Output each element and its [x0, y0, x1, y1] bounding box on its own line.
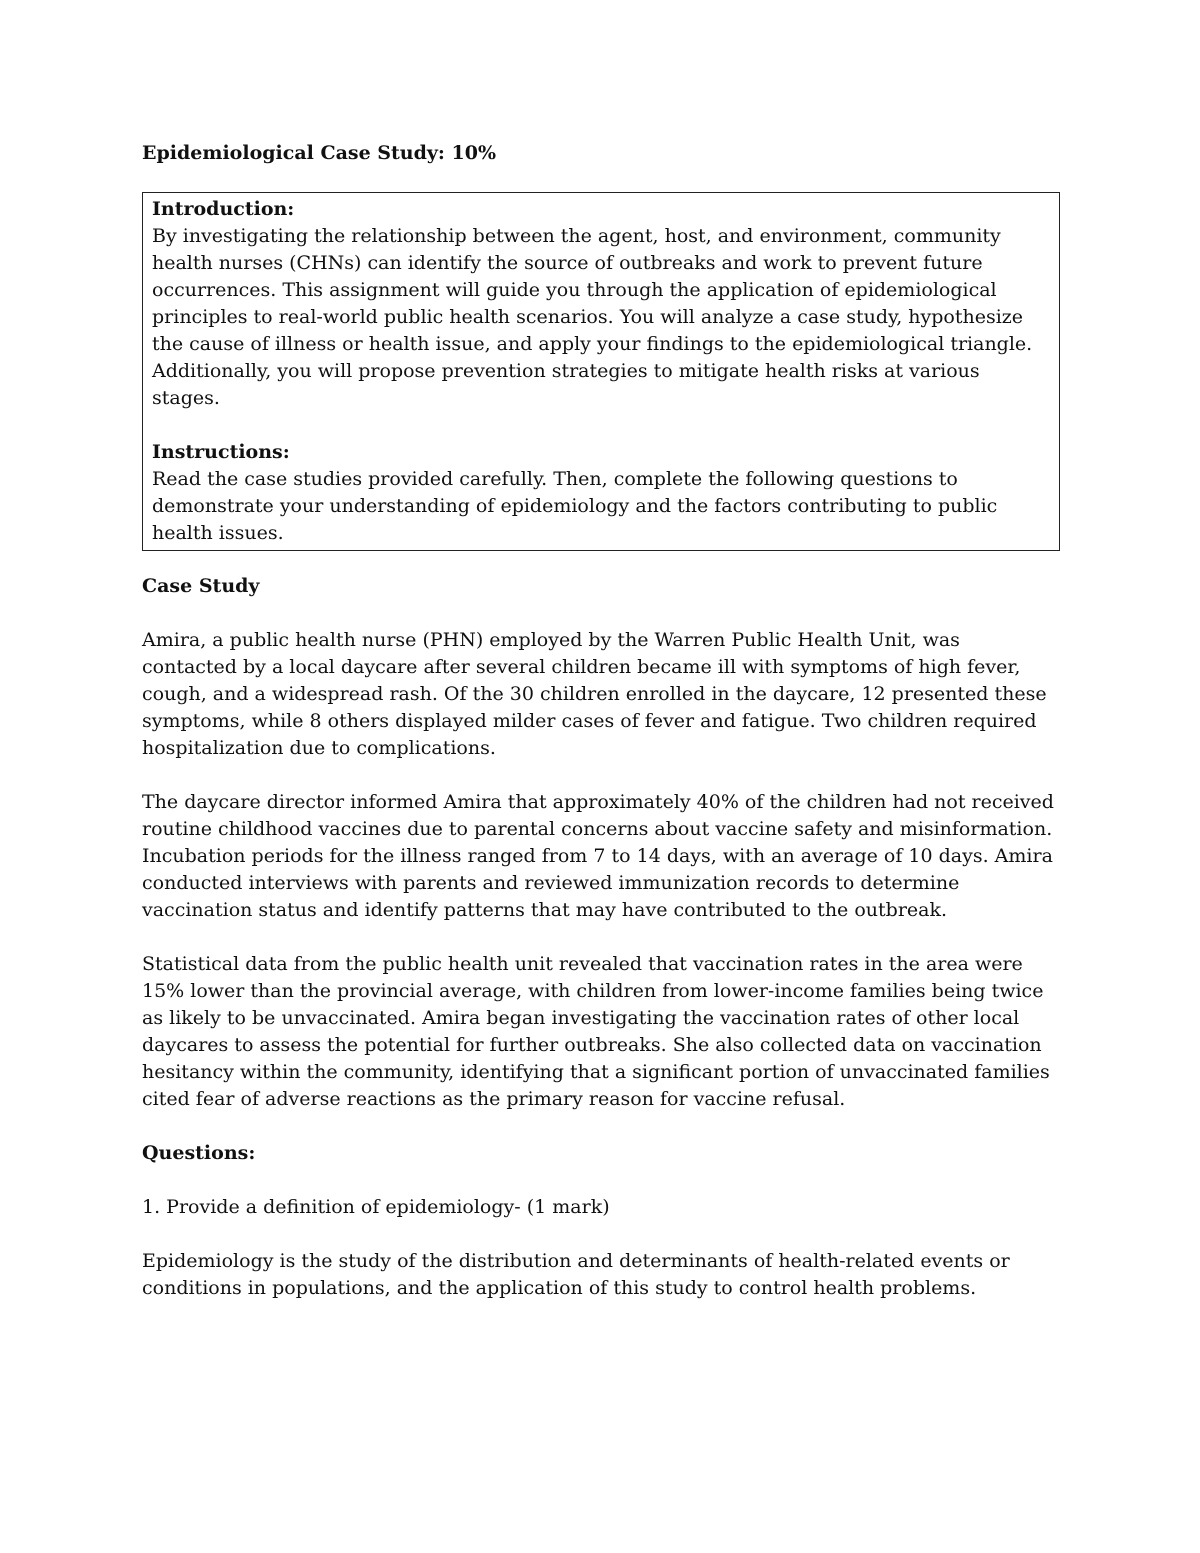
case-study-paragraph: The daycare director informed Amira that approximately 40% of the children had not received routine childhood vaccines due to parental concerns about vaccine safety and misinformation. Incubation periods for the illness ranged from 7 to 14 days, with an average of 10 days. Amira conducted interviews with parents and reviewed immunization records to determine vaccination status and identify patterns that may have contributed to the outbreak. — [142, 791, 1054, 921]
case-study-paragraph: Amira, a public health nurse (PHN) employed by the Warren Public Health Unit, was contacted by a local daycare after several children became ill with symptoms of high fever, cough, and a widespread rash. Of the 30 children enrolled in the daycare, 12 presented these symptoms, while 8 others displayed milder cases of fever and fatigue. Two children required hospitalization due to complications. — [142, 629, 1047, 759]
introduction-heading: Introduction: — [152, 198, 295, 220]
case-study-heading: Case Study — [142, 575, 260, 597]
question-1: 1. Provide a definition of epidemiology- (1 mark) — [142, 1196, 610, 1218]
box-spacer — [152, 412, 1041, 439]
introduction-text: By investigating the relationship between the agent, host, and environment, community health nurses (CHNs) can identify the source of outbreaks and work to prevent future occurrences. This assignment will guide you through the application of epidemiological principles to real-world public health scenarios. You will analyze a case study, hypothesize the cause of illness or health issue, and apply your findings to the epidemiological triangle. Additionally, you will propose prevention strategies to mitigate health risks at various stages. — [152, 225, 1033, 409]
answer-1: Epidemiology is the study of the distribution and determinants of health-related events or conditions in populations, and the application of this study to control health problems. — [142, 1250, 1010, 1299]
intro-box — [142, 192, 1060, 551]
case-study-paragraph: Statistical data from the public health unit revealed that vaccination rates in the area were 15% lower than the provincial average, with children from lower-income families being twice as likely to be unvaccinated. Amira began investigating the vaccination rates of other local daycares to assess the potential for further outbreaks. She also collected data on vaccination hesitancy within the community, identifying that a significant portion of unvaccinated families cited fear of adverse reactions as the primary reason for vaccine refusal. — [142, 953, 1050, 1110]
instructions-text: Read the case studies provided carefully. Then, complete the following questions to demonstrate your understanding of epidemiology and the factors contributing to public health issues. — [152, 468, 998, 544]
questions-heading: Questions: — [142, 1142, 256, 1164]
document-title: Epidemiological Case Study: 10% — [142, 142, 497, 164]
instructions-heading: Instructions: — [152, 441, 290, 463]
document-page — [142, 140, 1060, 1329]
